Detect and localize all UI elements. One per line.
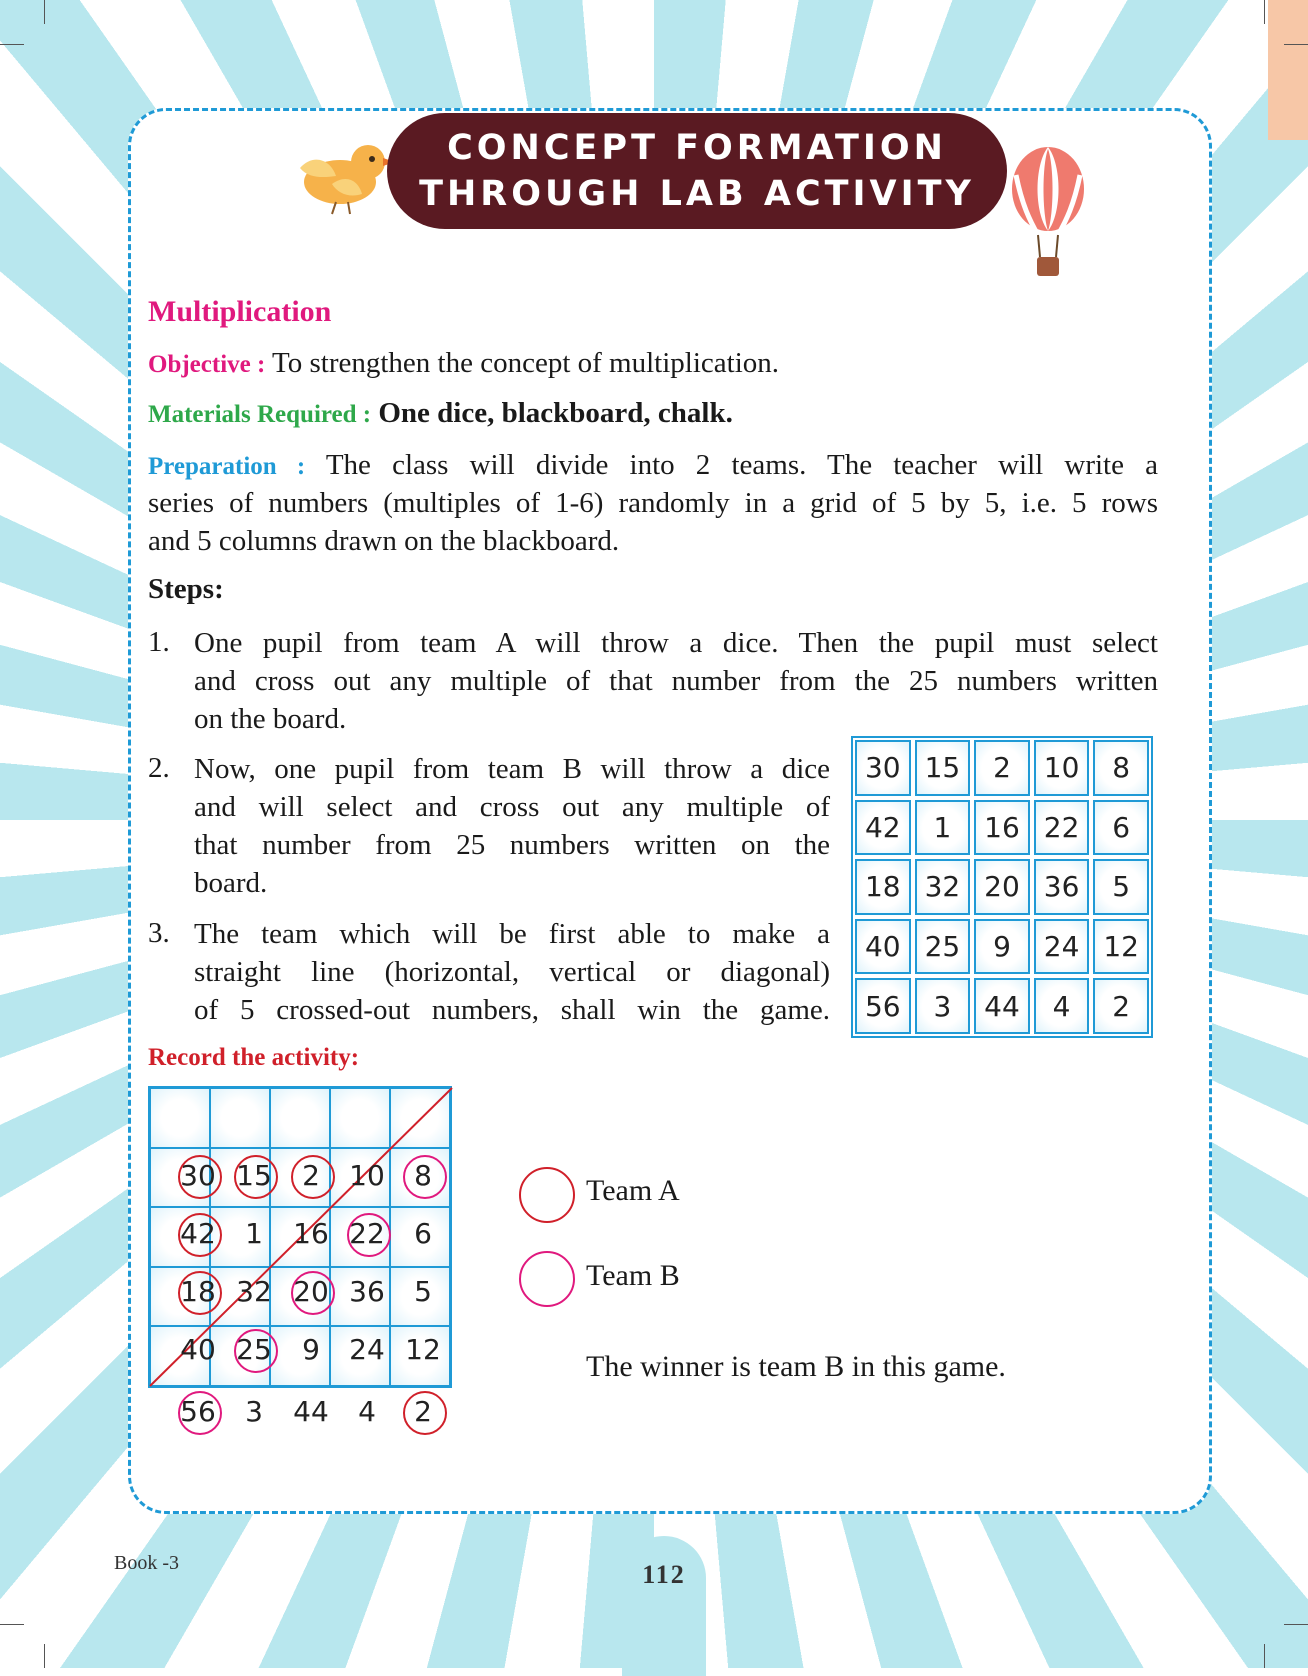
title-line-2: THROUGH LAB ACTIVITY <box>419 174 975 214</box>
record-number: 6 <box>414 1216 432 1250</box>
grid-cell: 4 <box>1034 978 1090 1034</box>
step-line: that number from 25 numbers written on the <box>194 829 830 861</box>
record-number: 12 <box>405 1332 441 1366</box>
page-number: 112 <box>642 1560 686 1589</box>
team-a-label: Team A <box>586 1174 680 1207</box>
record-number: 8 <box>414 1158 432 1192</box>
record-heading: Record the activity: <box>148 1044 360 1071</box>
grid-cell: 9 <box>974 919 1030 975</box>
grid-cell: 56 <box>855 978 911 1034</box>
record-number: 36 <box>349 1274 385 1308</box>
materials-label: Materials Required : <box>148 401 372 428</box>
grid-cell: 20 <box>974 859 1030 915</box>
objective-text: To strengthen the concept of multiplication. <box>272 347 779 379</box>
record-number: 3 <box>245 1394 263 1428</box>
step-line: board. <box>194 867 268 899</box>
grid-cell: 12 <box>1093 919 1149 975</box>
record-number: 30 <box>180 1158 216 1192</box>
record-number: 10 <box>349 1158 385 1192</box>
record-number: 20 <box>293 1274 329 1308</box>
record-number: 18 <box>180 1274 216 1308</box>
step-line: and cross out any multiple of that number from the 25 numbers written <box>194 665 1158 697</box>
grid-cell: 22 <box>1034 800 1090 856</box>
grid-cell: 5 <box>1093 859 1149 915</box>
grid-cell: 6 <box>1093 800 1149 856</box>
step-line: straight line (horizontal, vertical or diagonal) <box>194 956 830 988</box>
record-number: 32 <box>236 1274 272 1308</box>
team-a-circle-icon <box>519 1167 575 1223</box>
grid-cell: 44 <box>974 978 1030 1034</box>
step-line: One pupil from team A will throw a dice. Then the pupil must select <box>194 627 1158 659</box>
step-line: Now, one pupil from team B will throw a dice <box>194 753 830 785</box>
record-number: 16 <box>293 1216 329 1250</box>
grid-cell: 40 <box>855 919 911 975</box>
grid-cell: 42 <box>855 800 911 856</box>
team-b-circle-icon <box>519 1251 575 1307</box>
record-number: 2 <box>302 1158 320 1192</box>
grid-cell: 2 <box>974 740 1030 796</box>
team-b-mark-icon <box>403 1155 447 1199</box>
record-number: 15 <box>236 1158 272 1192</box>
winner-text: The winner is team B in this game. <box>586 1350 1006 1383</box>
team-b-mark-icon <box>178 1391 222 1435</box>
record-number: 1 <box>245 1216 263 1250</box>
team-a-mark-icon <box>234 1155 278 1199</box>
grid-cell: 30 <box>855 740 911 796</box>
step-number: 1. <box>148 626 170 658</box>
record-number: 22 <box>349 1216 385 1250</box>
record-number: 24 <box>349 1332 385 1366</box>
steps-heading: Steps: <box>148 573 224 605</box>
record-number: 25 <box>236 1332 272 1366</box>
step-line: The team which will be first able to make a <box>194 918 830 950</box>
book-label: Book -3 <box>114 1552 179 1574</box>
title-line-1: CONCEPT FORMATION <box>447 128 947 168</box>
record-number: 4 <box>358 1394 376 1428</box>
section-heading: Multiplication <box>148 295 332 328</box>
grid-cell: 8 <box>1093 740 1149 796</box>
team-b-mark-icon <box>291 1271 335 1315</box>
step-number: 2. <box>148 752 170 784</box>
team-a-mark-icon <box>178 1213 222 1257</box>
grid-cell: 16 <box>974 800 1030 856</box>
preparation-label: Preparation : <box>148 453 306 480</box>
step-number: 3. <box>148 917 170 949</box>
page-tab <box>622 1536 706 1676</box>
team-a-mark-icon <box>178 1155 222 1199</box>
record-number: 5 <box>414 1274 432 1308</box>
preparation-line-3: and 5 columns drawn on the blackboard. <box>148 525 620 557</box>
record-number: 2 <box>414 1394 432 1428</box>
grid-cell: 32 <box>915 859 971 915</box>
preparation-text-1: The class will divide into 2 teams. The teacher will write a <box>325 449 1158 481</box>
record-number: 9 <box>302 1332 320 1366</box>
grid-cell: 36 <box>1034 859 1090 915</box>
team-b-mark-icon <box>347 1213 391 1257</box>
grid-cell: 18 <box>855 859 911 915</box>
record-number: 40 <box>180 1332 216 1366</box>
step-line: of 5 crossed-out numbers, shall win the game. <box>194 994 830 1026</box>
grid-cell: 3 <box>915 978 971 1034</box>
record-number: 56 <box>180 1394 216 1428</box>
team-b-mark-icon <box>234 1329 278 1373</box>
objective-label: Objective : <box>148 351 266 378</box>
grid-cell: 24 <box>1034 919 1090 975</box>
grid-cell: 2 <box>1093 978 1149 1034</box>
team-a-mark-icon <box>403 1391 447 1435</box>
record-number: 42 <box>180 1216 216 1250</box>
record-number: 44 <box>293 1394 329 1428</box>
team-a-mark-icon <box>178 1271 222 1315</box>
step-line: on the board. <box>194 703 347 735</box>
materials-text: One dice, blackboard, chalk. <box>378 397 733 429</box>
grid-cell: 1 <box>915 800 971 856</box>
grid-cell: 10 <box>1034 740 1090 796</box>
step-line: and will select and cross out any multiple of <box>194 791 830 823</box>
team-b-label: Team B <box>586 1259 680 1292</box>
preparation-line-2: series of numbers (multiples of 1-6) randomly in a grid of 5 by 5, i.e. 5 rows <box>148 487 1158 519</box>
grid-cell: 25 <box>915 919 971 975</box>
grid-cell: 15 <box>915 740 971 796</box>
team-a-mark-icon <box>291 1155 335 1199</box>
